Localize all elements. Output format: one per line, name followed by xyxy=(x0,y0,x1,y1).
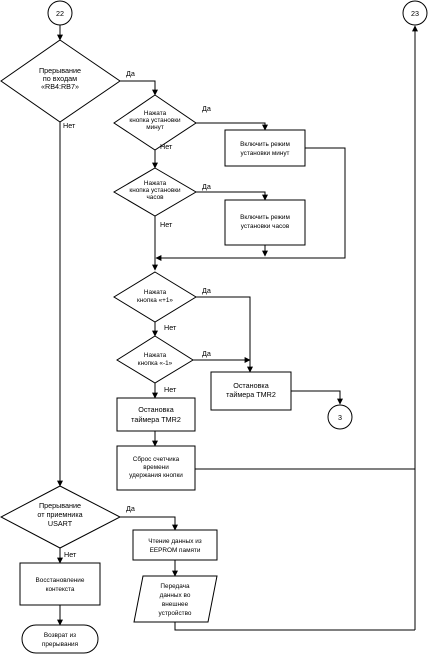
decision-minutes-line-3: минут xyxy=(146,124,164,131)
decision-plus-button xyxy=(114,272,196,322)
decision-minutes-button xyxy=(114,95,196,150)
terminator-return-line-1: Возврат из xyxy=(43,632,77,639)
process-restore-context xyxy=(20,563,100,605)
process-stop-tmr2-left xyxy=(117,398,195,431)
process-reset-counter xyxy=(117,446,195,490)
process-eeprom-line-1: Чтение данных из xyxy=(148,538,202,545)
decision-usart-line-2: от приемника xyxy=(37,510,83,519)
process-stop-left-line-2: таймера TMR2 xyxy=(131,415,181,424)
process-read-eeprom xyxy=(133,530,217,560)
process-stop-tmr2-right xyxy=(211,372,291,410)
label-no-hours: Нет xyxy=(160,220,173,229)
process-reset-line-3: удержания кнопки xyxy=(129,472,183,479)
process-reset-line-1: Сброс счетчика xyxy=(132,456,180,463)
decision-usart-line-1: Прерывание xyxy=(38,501,82,510)
label-no-usart: Нет xyxy=(64,550,77,559)
decision-hours-button xyxy=(114,168,196,216)
decision-portb-interrupt xyxy=(1,40,120,122)
connector-23-label: 23 xyxy=(411,9,419,18)
process-minutes-mode xyxy=(225,130,305,166)
decision-portb-line-1: Прерывание xyxy=(38,66,82,75)
label-yes-hours: Да xyxy=(202,182,211,191)
label-no-plus: Нет xyxy=(164,323,177,332)
decision-portb-line-3: «RB4:RB7» xyxy=(41,82,79,91)
io-transmit-line-3: внешнее xyxy=(161,601,189,608)
process-minutes-line-1: Включить режим xyxy=(240,141,290,148)
process-stop-right-line-1: Остановка xyxy=(233,381,269,390)
terminator-return-line-2: прерывания xyxy=(41,641,79,648)
io-transmit-line-1: Передача xyxy=(160,583,190,590)
process-reset-line-2: времени xyxy=(143,464,169,471)
process-hours-mode xyxy=(225,200,305,245)
decision-usart-line-3: USART xyxy=(47,519,73,528)
terminator-return xyxy=(22,625,98,653)
decision-minus-button xyxy=(117,336,193,383)
io-transmit-line-4: устройство xyxy=(158,610,192,617)
connector-22-label: 22 xyxy=(56,9,64,18)
decision-minus-line-2: кнопка «-1» xyxy=(137,360,173,367)
process-minutes-line-2: установки минут xyxy=(240,150,290,157)
label-no-portb: Нет xyxy=(63,121,76,130)
process-hours-line-1: Включить режим xyxy=(240,214,290,221)
flow-lines xyxy=(60,25,415,630)
process-stop-right-line-2: таймера TMR2 xyxy=(226,390,276,399)
connector-22 xyxy=(48,1,72,25)
decision-plus-line-1: Нажата xyxy=(143,289,167,296)
process-eeprom-line-2: EEPROM памяти xyxy=(149,547,201,554)
io-transmit-data xyxy=(134,576,217,622)
label-yes-usart: Да xyxy=(126,504,135,513)
connector-3-label: 3 xyxy=(338,413,342,422)
decision-hours-line-3: часов xyxy=(146,194,164,201)
decision-hours-line-2: кнопка установки xyxy=(129,187,181,194)
process-hours-line-2: установки часов xyxy=(240,223,290,230)
label-no-minus: Нет xyxy=(164,385,177,394)
decision-usart-interrupt xyxy=(1,486,120,548)
decision-plus-line-2: кнопка «+1» xyxy=(136,297,174,304)
label-no-minutes: Нет xyxy=(160,142,173,151)
connector-23 xyxy=(403,1,427,25)
decision-portb-line-2: по входам xyxy=(42,74,78,83)
label-yes-portb: Да xyxy=(126,69,135,78)
process-stop-left-line-1: Остановка xyxy=(138,405,174,414)
process-restore-line-2: контекста xyxy=(45,586,75,593)
label-yes-minutes: Да xyxy=(202,104,211,113)
decision-minus-line-1: Нажата xyxy=(143,352,167,359)
process-restore-line-1: Восстановление xyxy=(35,577,85,584)
decision-hours-line-1: Нажата xyxy=(143,180,167,187)
io-transmit-line-2: данных во xyxy=(159,592,191,599)
decision-minutes-line-1: Нажата xyxy=(143,110,167,117)
connector-3 xyxy=(328,405,352,429)
label-yes-minus: Да xyxy=(202,349,211,358)
decision-minutes-line-2: кнопка установки xyxy=(129,117,181,124)
label-yes-plus: Да xyxy=(202,286,211,295)
